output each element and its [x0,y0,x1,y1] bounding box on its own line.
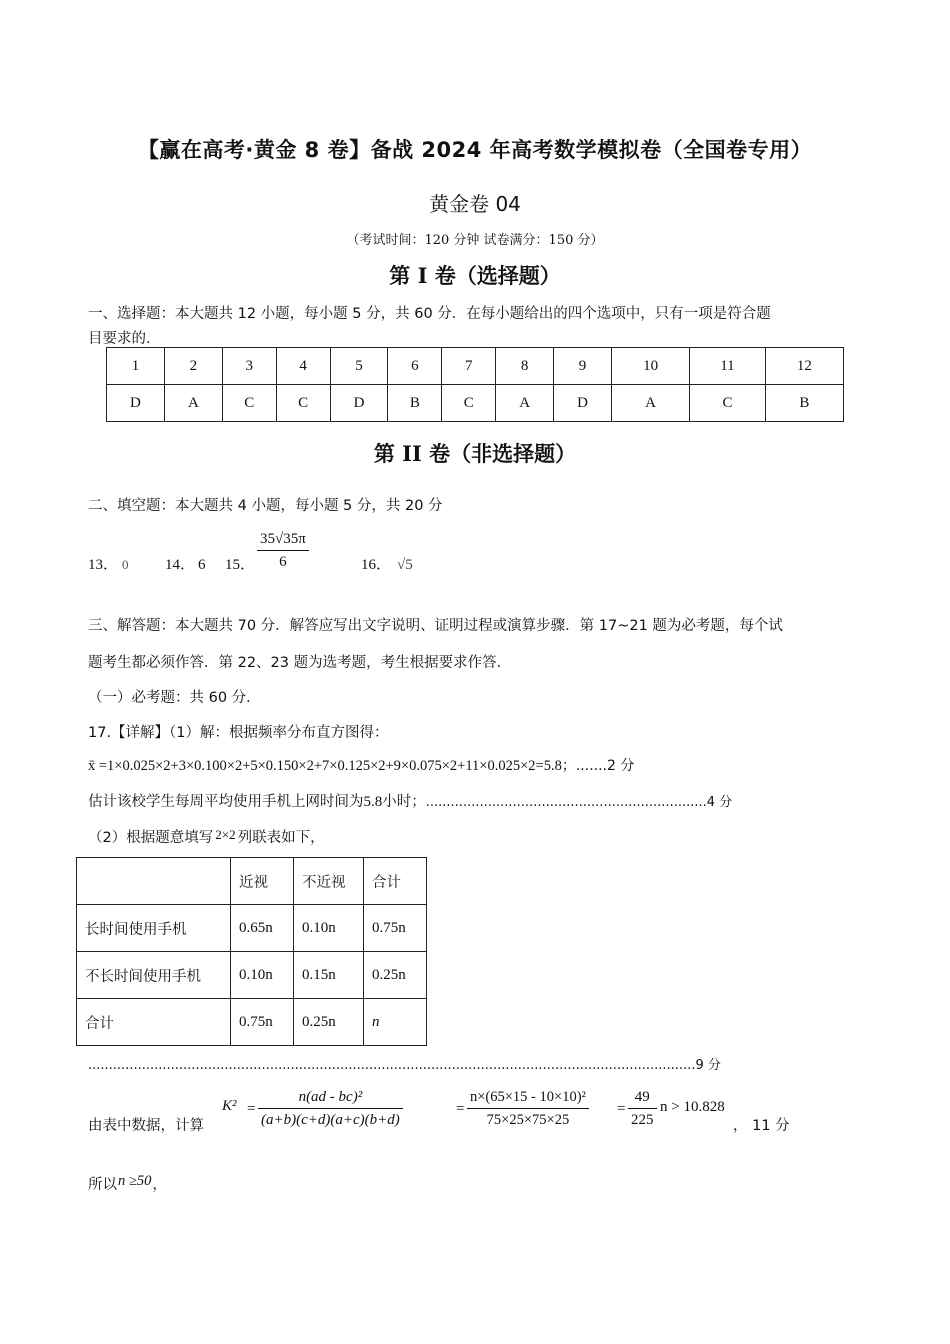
frac3-numerator: 49 [628,1086,657,1109]
answer-letter-cell: A [164,385,222,422]
conclusion-suffix: ， [152,1177,167,1193]
estimate-unit: 小时； [382,794,426,810]
frac1-denominator: (a+b)(c+d)(a+c)(b+d) [261,1112,400,1128]
equals-sign-3: = [617,1101,626,1117]
answer-letter-cell: A [496,385,554,422]
table-header-cell: 不近视 [294,858,364,905]
fill-answers-row [88,553,129,574]
q14-value: 6 [198,557,206,573]
equals-sign-2: = [456,1101,465,1117]
table-cell: 0.75n [364,905,427,952]
k2-fraction-2 [467,1086,589,1131]
k2-fraction-1 [258,1086,403,1131]
q16-value: √5 [397,557,413,573]
table-row [77,952,427,999]
answer-letter-cell: C [276,385,330,422]
mean-score: ；.......2 分 [561,758,635,774]
answer-letter-cell: B [388,385,442,422]
frac1-numerator: n(ad - bc)² [258,1086,403,1109]
q17-intro: 17.【详解】（1）解：根据频率分布直方图得： [88,725,389,741]
answer-letter-cell: A [611,385,689,422]
answer-number-cell: 6 [388,348,442,385]
answer-number-cell: 1 [107,348,165,385]
choice-answer-table [106,347,844,422]
table-cell: 0.10n [294,905,364,952]
conclusion-prefix: 所以 [88,1177,117,1193]
solve-instruction-line2: 题考生都必须作答．第 22、23 题为选考题，考生根据要求作答． [88,655,512,671]
frac3-denominator: 225 [631,1112,654,1128]
k2-symbol: K² [222,1098,237,1114]
conclusion-math: n ≥50 [118,1173,152,1189]
q15-denominator: 6 [279,554,287,570]
frac2-denominator: 75×25×75×25 [486,1112,570,1128]
table-header-cell: 合计 [364,858,427,905]
part2-title: 第 II 卷（非选择题） [373,441,577,466]
mean-formula: x̄ =1×0.025×2+3×0.100×2+5×0.150×2+7×0.125×2+9×0.075×2+11×0.025×2=5.8 [88,758,562,774]
part2-text-b: 列联表如下， [237,830,325,846]
q13-label: 13． [88,557,119,573]
answer-number-cell: 2 [164,348,222,385]
q13-value: 0 [122,557,129,572]
answer-number-cell: 10 [611,348,689,385]
answer-number-row [107,348,844,385]
exam-info: （考试时间：120 分钟 试卷满分：150 分） [346,233,604,248]
solve-instruction-line1: 三、解答题：本大题共 70 分．解答应写出文字说明、证明过程或演算步骤．第 17~21 题为必考题，每个试 [88,618,783,634]
part2-math: 2×2 [215,827,236,842]
q15-label: 15． [225,557,256,573]
answer-letter-cell: C [222,385,276,422]
answer-letter-row [107,385,844,422]
q17-mean-line [88,755,634,775]
q14-label: 14． [165,557,196,573]
answer-letter-cell: C [690,385,766,422]
conclusion-line [88,1173,167,1194]
q16-group [361,553,413,574]
part2-text-a: （2）根据题意填写 [88,830,214,846]
answer-letter-cell: D [554,385,612,422]
q15-fraction [257,528,309,573]
table-header-cell: 近视 [231,858,294,905]
part1-title: 第 I 卷（选择题） [389,263,561,288]
q15-group [225,553,255,574]
k2-fraction-3 [628,1086,657,1131]
answer-letter-cell: D [107,385,165,422]
calc-score: ， 11 分 [733,1118,790,1134]
q15-numerator: 35√35π [257,528,309,551]
answer-number-cell: 12 [765,348,843,385]
table-cell: 0.75n [231,999,294,1046]
table-cell: n [364,999,427,1046]
estimate-score: ....................................................................4 分 [425,795,733,810]
table-cell: 长时间使用手机 [77,905,231,952]
answer-number-cell: 5 [330,348,388,385]
answer-number-cell: 9 [554,348,612,385]
frac2-numerator: n×(65×15 - 10×10)² [467,1086,589,1109]
table-cell: 不长时间使用手机 [77,952,231,999]
table-cell: 合计 [77,999,231,1046]
document-title: 【赢在高考·黄金 8 卷】备战 2024 年高考数学模拟卷（全国卷专用） [137,138,813,162]
table-cell: 0.25n [364,952,427,999]
answer-letter-cell: B [765,385,843,422]
table-row [77,999,427,1046]
answer-letter-cell: D [330,385,388,422]
q17-part2-line [88,826,325,847]
answer-number-cell: 3 [222,348,276,385]
estimate-text: 估计该校学生每周平均使用手机上网时间为 [88,794,364,810]
q14-group [165,553,206,574]
table-cell: 0.10n [231,952,294,999]
table-row [77,905,427,952]
fill-instruction: 二、填空题：本大题共 4 小题，每小题 5 分，共 20 分 [88,498,443,514]
calc-tail: n > 10.828 [660,1099,725,1115]
table-cell: 0.65n [231,905,294,952]
calc-prefix: 由表中数据，计算 [88,1118,204,1134]
estimate-value: 5.8 [363,794,383,810]
answer-number-cell: 8 [496,348,554,385]
table-cell: 0.15n [294,952,364,999]
answer-number-cell: 7 [442,348,496,385]
required-heading: （一）必考题：共 60 分． [88,690,261,706]
q17-estimate-line [88,790,732,811]
table-header-cell [77,858,231,905]
table-score: ...................................................................................................................................................9 分 [88,1058,721,1073]
choice-instruction-line2: 目要求的． [88,331,161,347]
answer-number-cell: 4 [276,348,330,385]
table-row [77,858,427,905]
answer-letter-cell: C [442,385,496,422]
table-cell: 0.25n [294,999,364,1046]
choice-instruction-line1: 一、选择题：本大题共 12 小题，每小题 5 分，共 60 分．在每小题给出的四个选项中，只有一项是符合题 [88,306,771,322]
q16-label: 16． [361,557,392,573]
paper-subtitle: 黄金卷 04 [429,192,521,216]
equals-sign-1: = [247,1101,256,1117]
answer-number-cell: 11 [690,348,766,385]
contingency-table [76,857,427,1046]
